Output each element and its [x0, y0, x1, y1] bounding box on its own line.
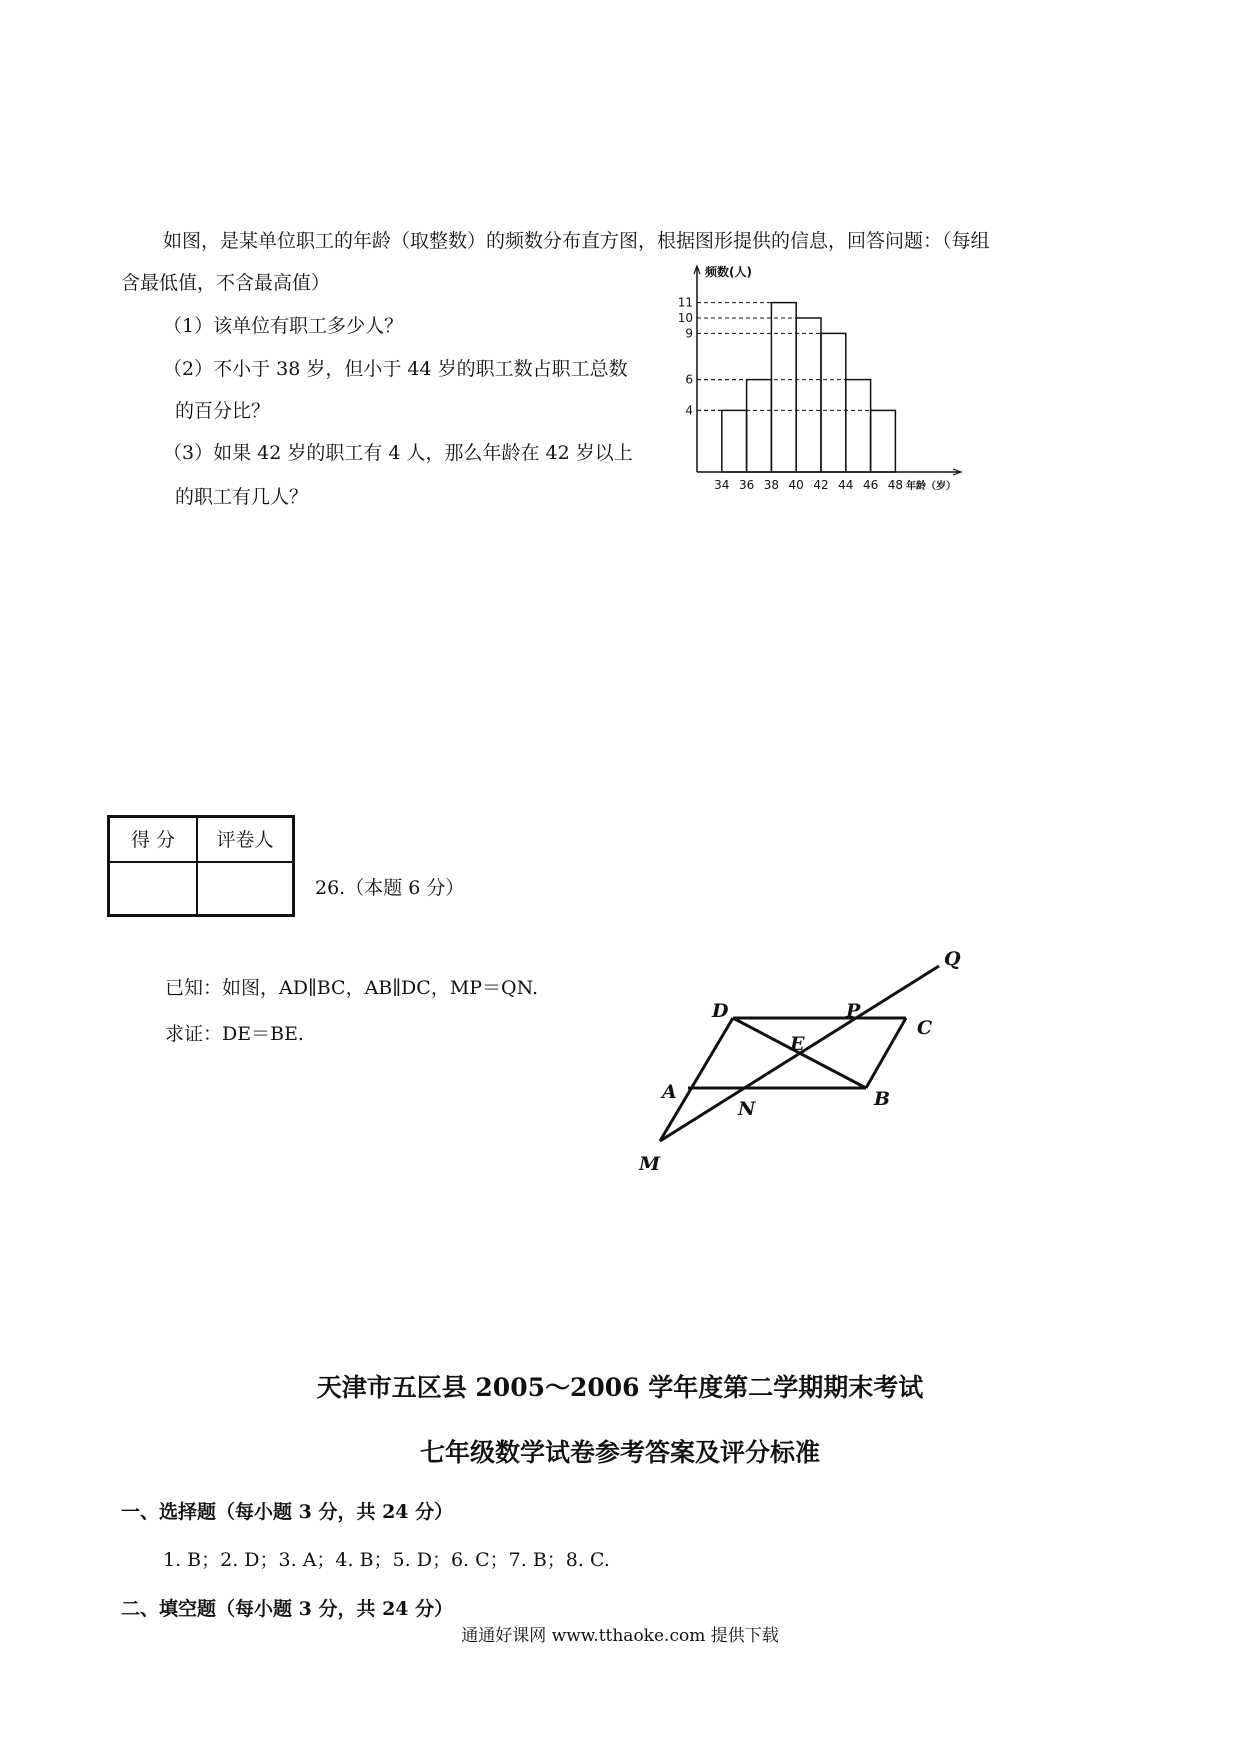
page-footer: 通通好课网 www.tthaoke.com 提供下载 — [461, 1626, 779, 1646]
q26-given: 已知：如图，AD∥BC，AB∥DC，MP＝QN. — [165, 977, 539, 999]
y-tick-9: 9 — [685, 326, 693, 341]
x-tick-48: 48 — [887, 478, 904, 492]
answers-title-2: 七年级数学试卷参考答案及评分标准 — [419, 1438, 820, 1467]
score-header: 得 分 — [110, 818, 196, 863]
answers-title-1: 天津市五区县 2005～2006 学年度第二学期期末考试 — [316, 1373, 924, 1402]
x-tick-38: 38 — [763, 478, 780, 492]
q25-part3a: （3）如果 42 岁的职工有 4 人，那么年龄在 42 岁以上 — [163, 442, 633, 464]
x-tick-44: 44 — [838, 478, 854, 492]
line-dm — [660, 1018, 733, 1141]
section-2-heading: 二、填空题（每小题 3 分，共 24 分） — [121, 1598, 454, 1620]
y-axis-label: 频数(人) — [705, 265, 752, 279]
q25-part2a: （2）不小于 38 岁，但小于 44 岁的职工数占职工总数 — [163, 358, 628, 380]
q26-heading: 26.（本题 6 分） — [315, 877, 465, 899]
y-tick-6: 6 — [685, 372, 693, 387]
grader-header: 评卷人 — [198, 818, 292, 863]
q25-intro-line1: 如图，是某单位职工的年龄（取整数）的频数分布直方图，根据图形提供的信息，回答问题：（每组 — [163, 230, 990, 252]
label-a: A — [662, 1081, 677, 1103]
x-tick-36: 36 — [738, 478, 755, 492]
y-tick-11: 11 — [677, 295, 693, 310]
q25-part3b: 的职工有几人？ — [175, 486, 309, 508]
q25-intro-line2: 含最低值，不含最高值） — [121, 272, 331, 294]
y-tick-4: 4 — [685, 403, 693, 418]
label-n: N — [738, 1098, 756, 1120]
line-cb — [866, 1018, 906, 1088]
x-axis-label: 年龄（岁） — [906, 481, 956, 492]
label-d: D — [712, 1000, 729, 1022]
section-1-answers: 1. B；2. D；3. A；4. B；5. D；6. C；7. B；8. C. — [163, 1549, 610, 1571]
x-tick-40: 40 — [788, 478, 804, 492]
section-1-heading: 一、选择题（每小题 3 分，共 24 分） — [121, 1501, 454, 1523]
label-c: C — [917, 1017, 933, 1039]
q26-prove: 求证：DE＝BE. — [165, 1023, 304, 1045]
x-tick-46: 46 — [862, 478, 879, 492]
label-p: P — [846, 1000, 861, 1022]
q25-part2b: 的百分比？ — [175, 400, 271, 422]
x-tick-42: 42 — [813, 478, 829, 492]
q25-part1: （1）该单位有职工多少人？ — [163, 315, 404, 337]
label-q: Q — [944, 948, 961, 970]
label-b: B — [874, 1088, 891, 1110]
x-tick-34: 34 — [714, 478, 730, 492]
y-tick-10: 10 — [677, 311, 693, 325]
label-e: E — [790, 1033, 805, 1055]
label-m: M — [639, 1153, 661, 1175]
